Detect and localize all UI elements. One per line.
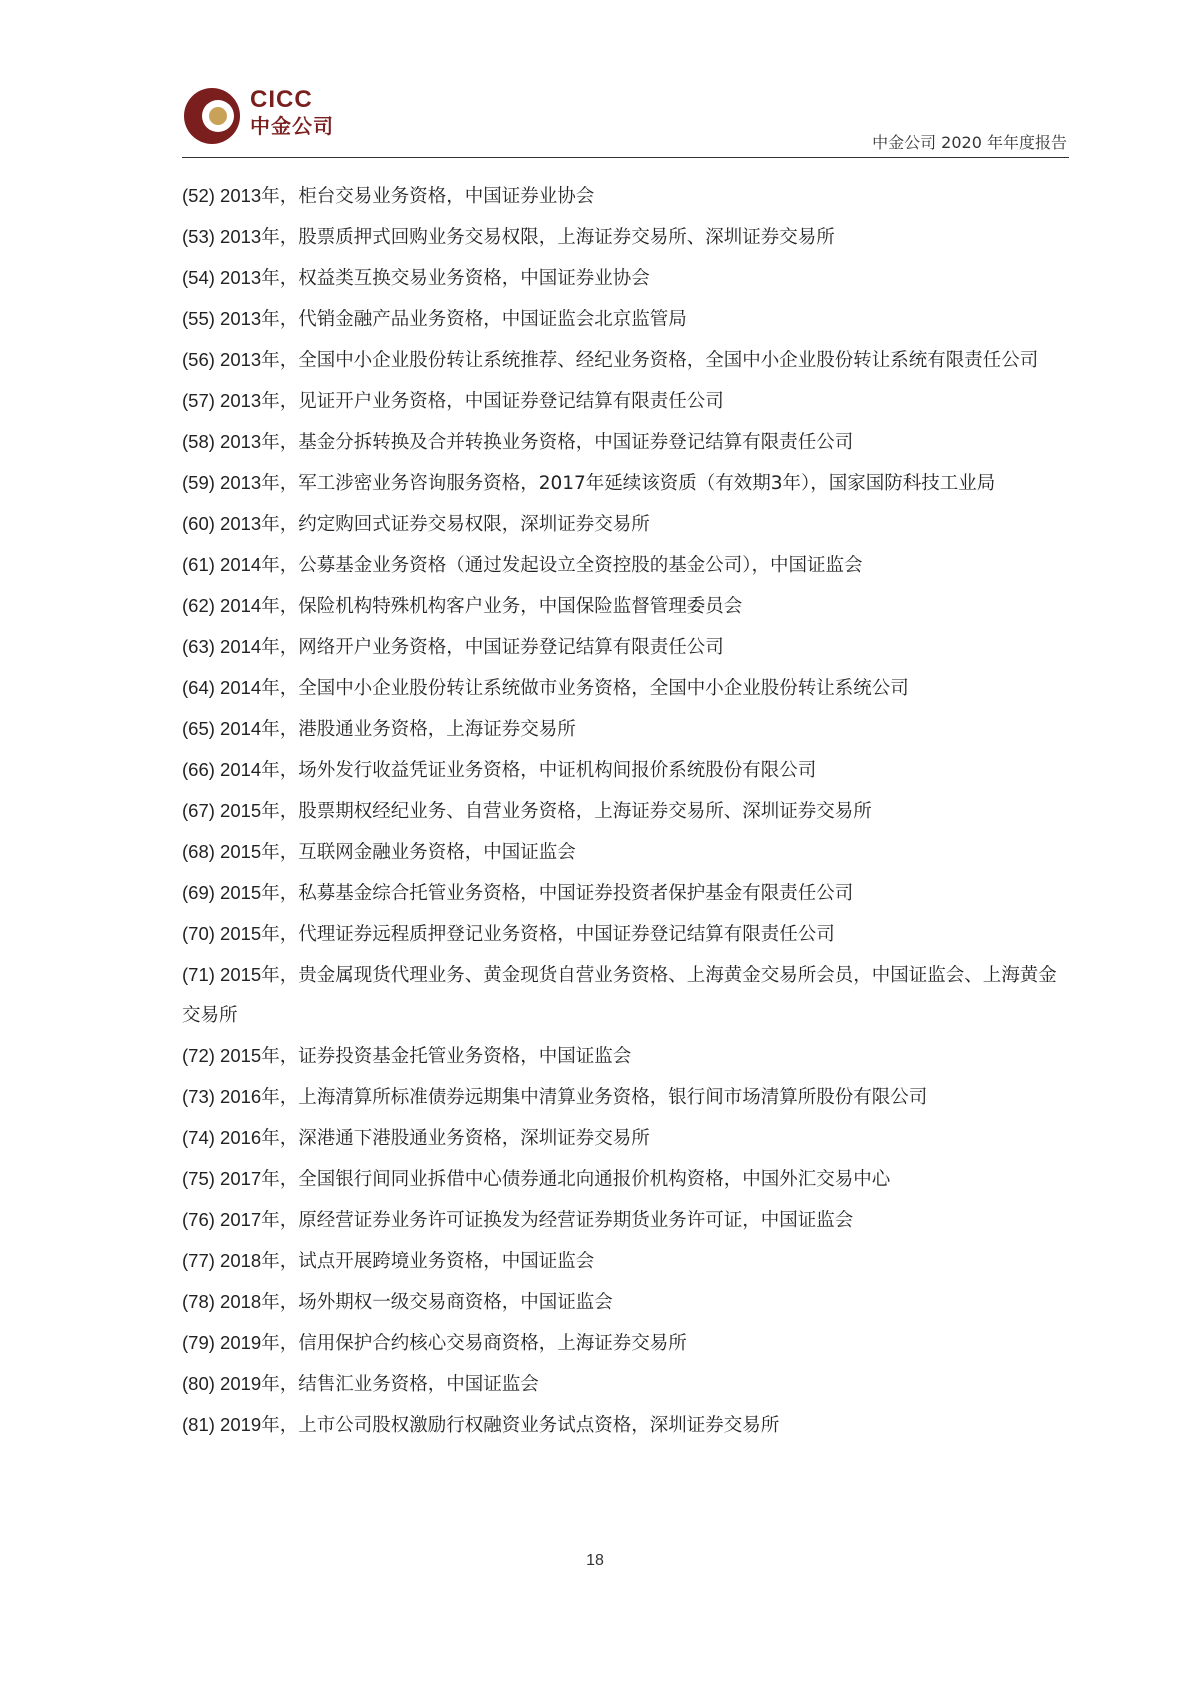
cicc-logo (182, 84, 347, 150)
list-item (182, 586, 1072, 627)
item-number: (67) 2015年， (182, 800, 299, 821)
list-item (182, 1200, 1072, 1241)
list-item (182, 545, 1072, 586)
list-item (182, 791, 1072, 832)
item-text: 柜台交易业务资格，中国证券业协会 (298, 186, 595, 207)
item-text: 代销金融产品业务资格，中国证监会北京监管局 (298, 309, 687, 330)
list-item (182, 1323, 1072, 1364)
item-number: (56) 2013年， (182, 349, 299, 370)
list-item (182, 955, 1072, 1036)
item-number: (59) 2013年， (182, 472, 299, 493)
logo-text-en: CICC (250, 86, 313, 113)
page-header (182, 84, 1069, 158)
list-item (182, 709, 1072, 750)
item-number: (63) 2014年， (182, 636, 299, 657)
header-divider (182, 157, 1069, 158)
cicc-logo-icon (182, 86, 242, 146)
list-item (182, 217, 1072, 258)
list-item (182, 299, 1072, 340)
item-number: (61) 2014年， (182, 554, 299, 575)
item-number: (69) 2015年， (182, 882, 299, 903)
item-text: 股票期权经纪业务、自营业务资格，上海证券交易所、深圳证券交易所 (298, 801, 872, 822)
item-number: (78) 2018年， (182, 1291, 299, 1312)
item-text: 试点开展跨境业务资格，中国证监会 (298, 1251, 595, 1272)
list-item (182, 1159, 1072, 1200)
list-item (182, 914, 1072, 955)
item-text: 私募基金综合托管业务资格，中国证券投资者保护基金有限责任公司 (298, 883, 854, 904)
item-number: (60) 2013年， (182, 513, 299, 534)
list-item (182, 258, 1072, 299)
item-number: (52) 2013年， (182, 185, 299, 206)
item-text: 约定购回式证券交易权限，深圳证券交易所 (298, 514, 650, 535)
item-number: (62) 2014年， (182, 595, 299, 616)
page-number: 18 (586, 1552, 604, 1569)
item-text: 上市公司股权激励行权融资业务试点资格，深圳证券交易所 (298, 1415, 780, 1436)
list-item (182, 668, 1072, 709)
list-item (182, 1364, 1072, 1405)
license-list (182, 176, 1072, 1446)
item-number: (72) 2015年， (182, 1045, 299, 1066)
list-item (182, 1036, 1072, 1077)
logo-text-cn: 中金公司 (250, 114, 334, 138)
item-number: (74) 2016年， (182, 1127, 299, 1148)
item-number: (79) 2019年， (182, 1332, 299, 1353)
item-text: 结售汇业务资格，中国证监会 (298, 1374, 539, 1395)
item-number: (54) 2013年， (182, 267, 299, 288)
list-item (182, 504, 1072, 545)
item-text: 全国银行间同业拆借中心债券通北向通报价机构资格，中国外汇交易中心 (298, 1169, 891, 1190)
list-item (182, 1077, 1072, 1118)
list-item (182, 832, 1072, 873)
list-item (182, 463, 1072, 504)
list-item (182, 750, 1072, 791)
list-item (182, 873, 1072, 914)
item-text: 股票质押式回购业务交易权限，上海证券交易所、深圳证券交易所 (298, 227, 835, 248)
item-text: 场外发行收益凭证业务资格，中证机构间报价系统股份有限公司 (298, 760, 817, 781)
list-item (182, 1241, 1072, 1282)
list-item (182, 422, 1072, 463)
list-item (182, 1405, 1072, 1446)
item-number: (55) 2013年， (182, 308, 299, 329)
item-text: 全国中小企业股份转让系统做市业务资格，全国中小企业股份转让系统公司 (298, 678, 909, 699)
list-item (182, 340, 1072, 381)
item-number: (77) 2018年， (182, 1250, 299, 1271)
item-text: 上海清算所标准债券远期集中清算业务资格，银行间市场清算所股份有限公司 (298, 1087, 928, 1108)
item-number: (64) 2014年， (182, 677, 299, 698)
item-text: 公募基金业务资格（通过发起设立全资控股的基金公司），中国证监会 (298, 555, 863, 576)
item-number: (73) 2016年， (182, 1086, 299, 1107)
item-text: 场外期权一级交易商资格，中国证监会 (298, 1292, 613, 1313)
item-number: (58) 2013年， (182, 431, 299, 452)
item-text: 代理证券远程质押登记业务资格，中国证券登记结算有限责任公司 (298, 924, 835, 945)
item-number: (71) 2015年， (182, 964, 299, 985)
item-text: 深港通下港股通业务资格，深圳证券交易所 (298, 1128, 650, 1149)
item-text: 原经营证券业务许可证换发为经营证券期货业务许可证，中国证监会 (298, 1210, 854, 1231)
list-item (182, 1118, 1072, 1159)
item-number: (65) 2014年， (182, 718, 299, 739)
item-text: 互联网金融业务资格，中国证监会 (298, 842, 576, 863)
item-number: (70) 2015年， (182, 923, 299, 944)
item-number: (66) 2014年， (182, 759, 299, 780)
list-item (182, 1282, 1072, 1323)
item-text: 港股通业务资格，上海证券交易所 (298, 719, 576, 740)
item-text: 权益类互换交易业务资格，中国证券业协会 (298, 268, 650, 289)
item-text: 军工涉密业务咨询服务资格，2017年延续该资质（有效期3年），国家国防科技工业局 (298, 473, 996, 494)
item-number: (81) 2019年， (182, 1414, 299, 1435)
item-text: 信用保护合约核心交易商资格，上海证券交易所 (298, 1333, 687, 1354)
item-text: 证券投资基金托管业务资格，中国证监会 (298, 1046, 632, 1067)
item-number: (68) 2015年， (182, 841, 299, 862)
item-number: (80) 2019年， (182, 1373, 299, 1394)
item-text: 贵金属现货代理业务、黄金现货自营业务资格、上海黄金交易所会员，中国证监会、上海黄金交易所 (182, 965, 1057, 1026)
item-text: 全国中小企业股份转让系统推荐、经纪业务资格，全国中小企业股份转让系统有限责任公司 (298, 350, 1039, 371)
list-item (182, 176, 1072, 217)
list-item (182, 627, 1072, 668)
item-text: 基金分拆转换及合并转换业务资格，中国证券登记结算有限责任公司 (298, 432, 854, 453)
item-text: 见证开户业务资格，中国证券登记结算有限责任公司 (298, 391, 724, 412)
item-number: (75) 2017年， (182, 1168, 299, 1189)
item-text: 保险机构特殊机构客户业务，中国保险监督管理委员会 (298, 596, 743, 617)
list-item (182, 381, 1072, 422)
item-number: (53) 2013年， (182, 226, 299, 247)
item-number: (57) 2013年， (182, 390, 299, 411)
report-title: 中金公司 2020 年年度报告 (872, 133, 1067, 152)
item-number: (76) 2017年， (182, 1209, 299, 1230)
item-text: 网络开户业务资格，中国证券登记结算有限责任公司 (298, 637, 724, 658)
